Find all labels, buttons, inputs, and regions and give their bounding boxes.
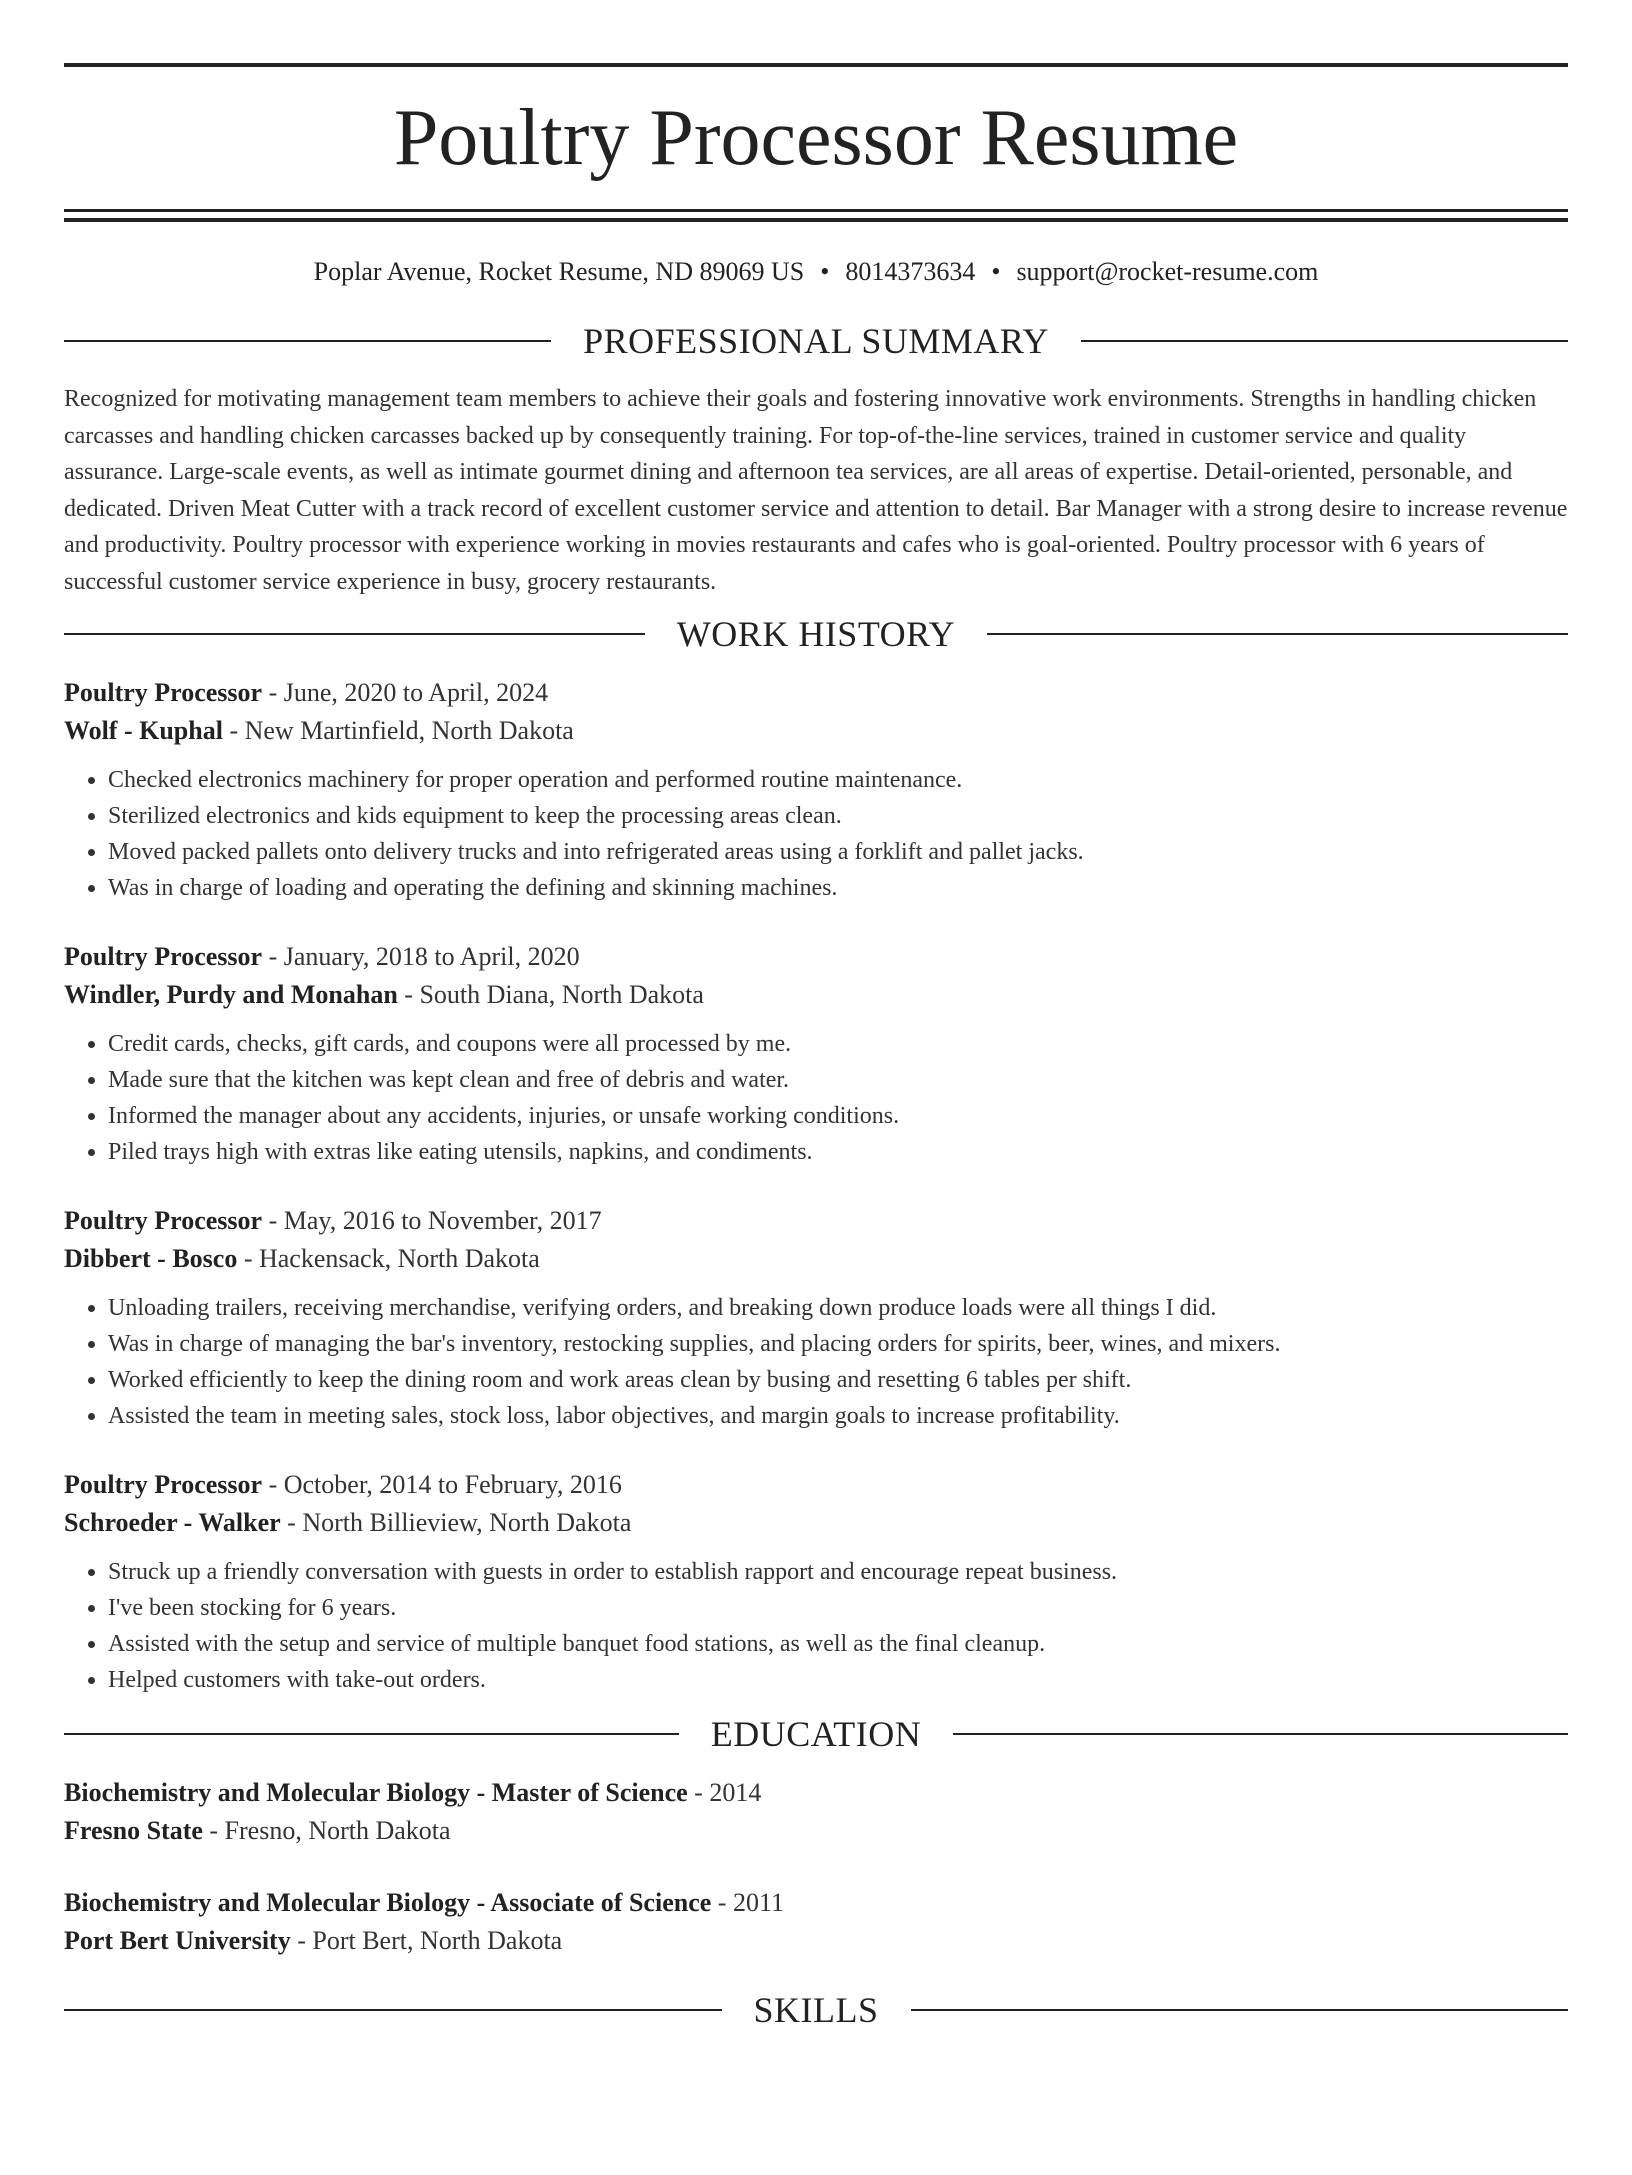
job-dates: - October, 2014 to February, 2016 xyxy=(262,1470,622,1499)
job-bullet: • Sterilized electronics and kids equipment to keep the processing areas clean. xyxy=(108,798,1568,834)
education-school-line xyxy=(64,1812,1568,1850)
job-title-line xyxy=(64,1202,1568,1240)
job-company: Wolf - Kuphal xyxy=(64,716,223,745)
education-location: - Port Bert, North Dakota xyxy=(290,1926,563,1955)
education-entry xyxy=(64,1774,1568,1850)
education-entry xyxy=(64,1884,1568,1960)
job-company: Windler, Purdy and Monahan xyxy=(64,980,398,1009)
job-title: Poultry Processor xyxy=(64,1470,263,1499)
job-location: - New Martinfield, North Dakota xyxy=(222,716,574,745)
job-title: Poultry Processor xyxy=(64,678,263,707)
job-company: Dibbert - Bosco xyxy=(64,1244,238,1273)
contact-address: Poplar Avenue, Rocket Resume, ND 89069 US xyxy=(313,257,805,286)
section-title: PROFESSIONAL SUMMARY xyxy=(583,321,1049,361)
job-location: - Hackensack, North Dakota xyxy=(237,1244,540,1273)
heading-rule-right xyxy=(911,2009,1569,2011)
contact-separator: • xyxy=(820,257,830,286)
education-school: Fresno State xyxy=(64,1816,203,1845)
heading-rule-left xyxy=(64,2009,722,2011)
job-dates: - May, 2016 to November, 2017 xyxy=(262,1206,602,1235)
job-title-line xyxy=(64,1466,1568,1504)
job-bullet: • Struck up a friendly conversation with guests in order to establish rapport and encourage repeat business. xyxy=(108,1554,1568,1590)
contact-phone: 8014373634 xyxy=(845,257,976,286)
education-location: - Fresno, North Dakota xyxy=(202,1816,451,1845)
job-bullet: • Checked electronics machinery for proper operation and performed routine maintenance. xyxy=(108,762,1568,798)
job-bullet: • I've been stocking for 6 years. xyxy=(108,1590,1568,1626)
heading-rule-right xyxy=(987,633,1568,635)
job-bullet: • Assisted with the setup and service of multiple banquet food stations, as well as the final cleanup. xyxy=(108,1626,1568,1662)
contact-line xyxy=(64,255,1568,289)
education-degree: Biochemistry and Molecular Biology - Master of Science xyxy=(64,1778,688,1807)
heading-rule-right xyxy=(953,1733,1568,1735)
section-title: EDUCATION xyxy=(710,1714,922,1754)
section-title: WORK HISTORY xyxy=(676,614,956,654)
job-entry xyxy=(64,1202,1568,1434)
job-company-line xyxy=(64,1504,1568,1542)
resume-page xyxy=(0,63,1632,2175)
job-bullet: • Unloading trailers, receiving merchandise, verifying orders, and breaking down produce loads were all things I did. xyxy=(108,1290,1568,1326)
contact-email: support@rocket-resume.com xyxy=(1016,257,1319,286)
job-company-line xyxy=(64,712,1568,750)
heading-rule-left xyxy=(64,1733,679,1735)
title-double-rule xyxy=(64,209,1568,222)
education-year: - 2014 xyxy=(687,1778,762,1807)
job-bullet: • Helped customers with take-out orders. xyxy=(108,1662,1568,1698)
job-company-line xyxy=(64,976,1568,1014)
heading-rule-right xyxy=(1081,340,1568,342)
education-degree: Biochemistry and Molecular Biology - Associate of Science xyxy=(64,1888,712,1917)
section-heading-summary xyxy=(64,319,1568,363)
job-bullets xyxy=(64,1290,1568,1434)
summary-text: Recognized for motivating management team members to achieve their goals and fostering innovative work environments. Strengths in handling chicken carcasses and handling chicken carcasses backed up by consequently training. For top-of-the-line services, trained in customer service and quality assurance. Large-scale events, as well as intimate gourmet dining and afternoon tea services, are all areas of expertise. Detail-oriented, personable, and dedicated. Driven Meat Cutter with a track record of excellent customer service and attention to detail. Bar Manager with a strong desire to increase revenue and productivity. Poultry processor with experience working in movies restaurants and cafes who is goal-oriented. Poultry processor with 6 years of successful customer service experience in busy, grocery restaurants. xyxy=(64,386,1568,595)
job-location: - South Diana, North Dakota xyxy=(397,980,704,1009)
section-title: SKILLS xyxy=(753,1990,879,2030)
job-entry xyxy=(64,938,1568,1170)
top-rule xyxy=(64,63,1568,67)
job-bullet: • Informed the manager about any accidents, injuries, or unsafe working conditions. xyxy=(108,1098,1568,1134)
job-location: - North Billieview, North Dakota xyxy=(280,1508,632,1537)
job-title: Poultry Processor xyxy=(64,942,263,971)
job-bullet: • Piled trays high with extras like eating utensils, napkins, and condiments. xyxy=(108,1134,1568,1170)
job-dates: - January, 2018 to April, 2020 xyxy=(262,942,580,971)
education-degree-line xyxy=(64,1774,1568,1812)
section-heading-work xyxy=(64,612,1568,656)
education-year: - 2011 xyxy=(711,1888,784,1917)
job-dates: - June, 2020 to April, 2024 xyxy=(262,678,549,707)
job-company-line xyxy=(64,1240,1568,1278)
job-title-line xyxy=(64,938,1568,976)
job-entry xyxy=(64,674,1568,906)
job-company: Schroeder - Walker xyxy=(64,1508,281,1537)
job-bullet: • Was in charge of loading and operating the defining and skinning machines. xyxy=(108,870,1568,906)
job-bullets xyxy=(64,1554,1568,1698)
heading-rule-left xyxy=(64,633,645,635)
heading-rule-left xyxy=(64,340,551,342)
job-bullet: • Credit cards, checks, gift cards, and coupons were all processed by me. xyxy=(108,1026,1568,1062)
job-bullet: • Made sure that the kitchen was kept clean and free of debris and water. xyxy=(108,1062,1568,1098)
job-entry xyxy=(64,1466,1568,1698)
job-title-line xyxy=(64,674,1568,712)
contact-separator: • xyxy=(991,257,1001,286)
resume-title: Poultry Processor Resume xyxy=(393,94,1239,182)
job-bullet: • Moved packed pallets onto delivery trucks and into refrigerated areas using a forklift and pallet jacks. xyxy=(108,834,1568,870)
job-bullet: • Was in charge of managing the bar's inventory, restocking supplies, and placing orders for spirits, beer, wines, and mixers. xyxy=(108,1326,1568,1362)
job-bullets xyxy=(64,1026,1568,1170)
education-school-line xyxy=(64,1922,1568,1960)
section-heading-skills xyxy=(64,1988,1568,2032)
job-bullets xyxy=(64,762,1568,906)
job-title: Poultry Processor xyxy=(64,1206,263,1235)
section-heading-education xyxy=(64,1712,1568,1756)
job-bullet: • Worked efficiently to keep the dining room and work areas clean by busing and resetting 6 tables per shift. xyxy=(108,1362,1568,1398)
education-school: Port Bert University xyxy=(64,1926,291,1955)
education-degree-line xyxy=(64,1884,1568,1922)
job-bullet: • Assisted the team in meeting sales, stock loss, labor objectives, and margin goals to increase profitability. xyxy=(108,1398,1568,1434)
